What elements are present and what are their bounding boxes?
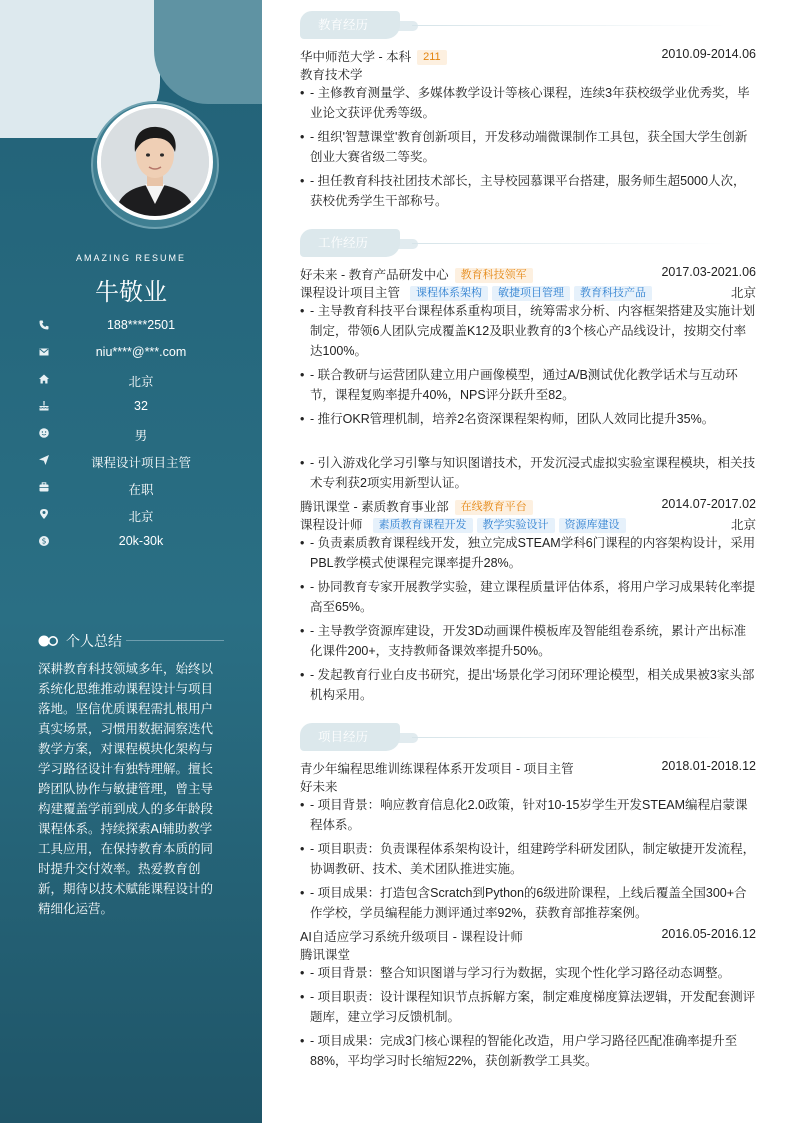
skill-tag: 资源库建设 <box>559 518 626 533</box>
avatar <box>97 104 213 220</box>
job-dates: 2017.03-2021.06 <box>661 265 756 279</box>
age-value: 32 <box>134 399 148 413</box>
school-name: 华中师范大学 - 本科 <box>300 50 412 64</box>
summary-title: 个人总结 <box>66 633 122 649</box>
project-bullet: • - 项目背景：响应教育信息化2.0政策，针对10-15岁学生开发STEAM编程启蒙课程体系。 <box>300 798 748 832</box>
company-tag: 教育科技领军 <box>455 268 533 283</box>
home-value: 北京 <box>128 375 154 389</box>
job-dates: 2014.07-2017.02 <box>661 497 756 511</box>
company-name: 好未来 - 教育产品研发中心 <box>300 268 449 282</box>
job-city: 北京 <box>730 518 756 532</box>
location-value: 北京 <box>128 510 154 524</box>
info-email <box>0 344 262 362</box>
position-value: 课程设计项目主管 <box>90 456 191 470</box>
project-org-row <box>300 777 756 795</box>
project-org: 好未来 <box>300 780 338 794</box>
project-name: 青少年编程思维训练课程体系开发项目 - 项目主管 <box>300 762 574 776</box>
skill-tag: 教学实验设计 <box>477 518 555 533</box>
section-title: 工作经历 <box>300 229 400 257</box>
project-header-row <box>300 927 756 945</box>
section-marker-icon <box>38 634 60 646</box>
info-home <box>0 371 262 389</box>
education-bullet: • - 组织'智慧课堂'教育创新项目，开发移动端微课制作工具包，获全国大学生创新创业大赛省级二等奖。 <box>300 130 748 164</box>
svg-text:$: $ <box>41 536 47 546</box>
job-bullet: • - 协同教育专家开展教学实验，建立课程质量评估体系，将用户学习成果转化率提高至65%。 <box>300 580 756 614</box>
job-bullet: • - 主导教学资源库建设，开发3D动画课件模板库及智能组卷系统，累计产出标准化课件200+，支持教师备课效率提升50%。 <box>300 624 747 658</box>
job-role-row <box>300 283 756 301</box>
project-header-row <box>300 759 756 777</box>
project-bullet: • - 项目成果：打造包含Scratch到Python的6级进阶课程，上线后覆盖全国300+合作学校，学员编程能力测评通过率92%，获教育部推荐案例。 <box>300 886 747 920</box>
project-name: AI自适应学习系统升级项目 - 课程设计师 <box>300 930 523 944</box>
job-bullet: • - 负责素质教育课程线开发，独立完成STEAM学科6门课程的内容架构设计，采用PBL教学模式使课程完课率提升28%。 <box>300 536 756 570</box>
project-dates: 2016.05-2016.12 <box>661 927 756 941</box>
info-salary <box>0 533 262 551</box>
project-bullet: • - 项目成果：完成3门核心课程的智能化改造，用户学习路径匹配准确率提升至88%，平均学习时长缩短22%，获创新教学工具奖。 <box>300 1034 738 1068</box>
education-school-row <box>300 47 756 65</box>
candidate-name: 牛敬业 <box>95 279 167 306</box>
sidebar-decoration <box>154 0 262 104</box>
section-title: 项目经历 <box>300 723 400 751</box>
company-name: 腾讯课堂 - 素质教育事业部 <box>300 500 449 514</box>
education-section-header <box>300 11 756 39</box>
summary-text: 深耕教育科技领域多年，始终以系统化思维推动课程设计与项目落地。坚信优质课程需扎根用户真实场景，习惯用数据洞察迭代教学方案，对课程模块化架构与学习路径设计有独特理解。擅长跨团队协作与敏捷管理，曾主导构建覆盖学前到成人的多年龄段课程体系。持续探索AI辅助教学工具应用，在保持教育本质的同时提升交付效率。热爱教育创新，期待以技术赋能课程设计的精细化运营。 <box>38 662 214 916</box>
project-org: 腾讯课堂 <box>300 948 351 962</box>
resume-tagline: AMAZING RESUME <box>75 253 186 263</box>
project-dates: 2018.01-2018.12 <box>661 759 756 773</box>
job-bullet: • - 发起教育行业白皮书研究，提出'场景化学习闭环'理论模型，相关成果被3家头部机构采用。 <box>300 668 755 702</box>
section-title: 教育经历 <box>300 11 400 39</box>
skill-tag: 素质教育课程开发 <box>373 518 473 533</box>
skill-tag: 教育科技产品 <box>574 286 652 301</box>
job-city: 北京 <box>730 286 756 300</box>
project-org-row <box>300 945 756 963</box>
education-bullet: • - 主修教育测量学、多媒体教学设计等核心课程，连续3年获校级学业优秀奖，毕业论文获评优秀等级。 <box>300 86 750 120</box>
job-bullet: • - 推行OKR管理机制，培养2名资深课程架构师，团队人效同比提升35%。 <box>300 412 715 426</box>
info-status <box>0 479 262 497</box>
education-major-row <box>300 65 756 83</box>
project-bullet: • - 项目职责：负责课程体系架构设计，组建跨学科研发团队，制定敏捷开发流程，协调教研、技术、美术团队推进实施。 <box>300 842 756 876</box>
info-phone <box>0 317 262 335</box>
project-bullet: • - 项目职责：设计课程知识节点拆解方案，制定难度梯度算法逻辑，开发配套测评题库，建立学习反馈机制。 <box>300 990 756 1024</box>
info-location <box>0 506 262 524</box>
info-gender <box>0 425 262 443</box>
divider <box>412 25 726 26</box>
job-role: 课程设计师 <box>300 518 363 532</box>
job-bullet: • - 主导教育科技平台课程体系重构项目，统筹需求分析、内容框架搭建及实施计划制定，带领6人团队完成覆盖K12及职业教育的3个核心产品线设计，按期交付率达100%。 <box>300 304 756 358</box>
major: 教育技术学 <box>300 68 363 82</box>
skill-tag: 敏捷项目管理 <box>492 286 570 301</box>
education-dates: 2010.09-2014.06 <box>661 47 756 61</box>
status-value: 在职 <box>128 483 154 497</box>
project-bullet: • - 项目背景：整合知识图谱与学习行为数据，实现个性化学习路径动态调整。 <box>300 966 731 980</box>
gender-value: 男 <box>134 429 148 443</box>
work-section-header <box>300 229 756 257</box>
job-role-row <box>300 515 756 533</box>
job-role: 课程设计项目主管 <box>300 286 401 300</box>
company-tag: 在线教育平台 <box>455 500 533 515</box>
info-position <box>0 452 262 470</box>
job-bullet: • - 引入游戏化学习引擎与知识图谱技术，开发沉浸式虚拟实验室课程模块，相关技术专利获2项实用新型认证。 <box>300 456 756 490</box>
divider <box>412 243 726 244</box>
summary-heading <box>38 631 224 649</box>
job-header-row <box>300 497 756 515</box>
email-value: niu****@***.com <box>95 345 187 359</box>
projects-section-header <box>300 723 756 751</box>
sidebar <box>0 0 262 1123</box>
job-header-row <box>300 265 756 283</box>
education-bullet: • - 担任教育科技社团技术部长，主导校园慕课平台搭建，服务师生超5000人次，获校优秀学生干部称号。 <box>300 174 746 208</box>
job-bullet: • - 联合教研与运营团队建立用户画像模型，通过A/B测试优化教学话术与互动环节，课程复购率提升40%，NPS评分跃升至82。 <box>300 368 738 402</box>
skill-tag: 课程体系架构 <box>410 286 488 301</box>
info-age <box>0 398 262 416</box>
school-tag: 211 <box>417 50 447 65</box>
divider <box>412 737 726 738</box>
salary-value: 20k-30k <box>118 534 164 548</box>
phone-value: 188****2501 <box>106 318 176 332</box>
divider <box>126 640 224 641</box>
